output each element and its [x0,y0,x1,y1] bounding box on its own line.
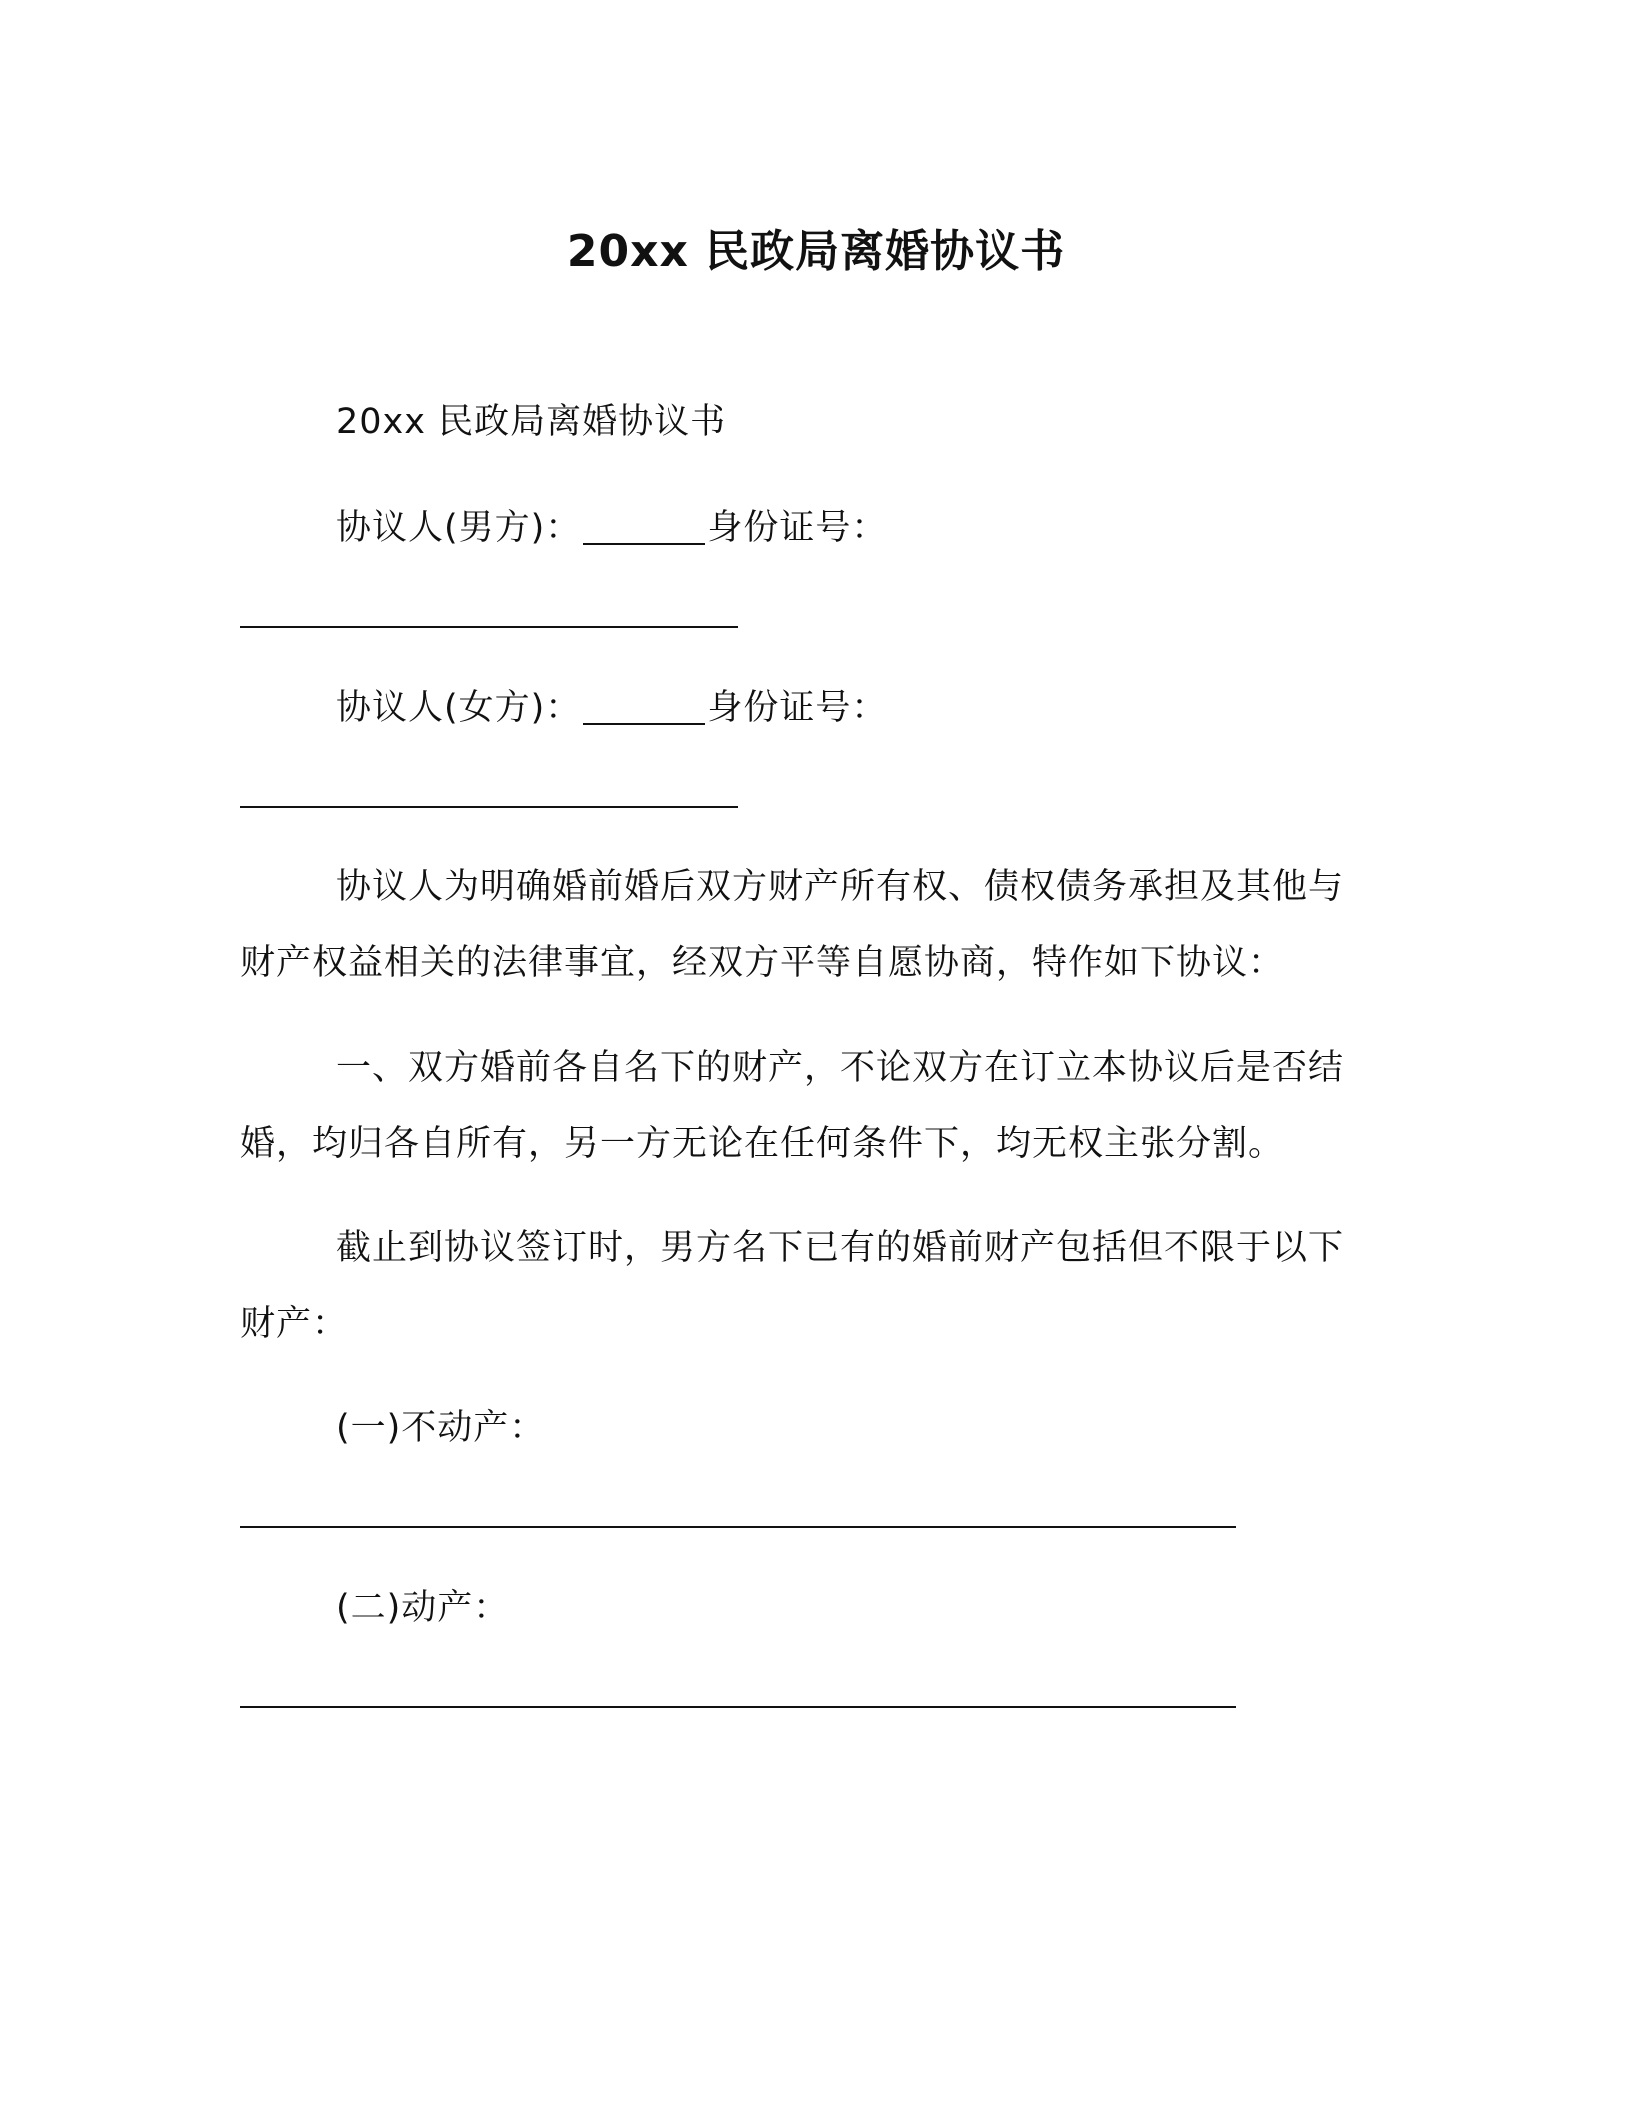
party-male-id-blank [240,626,738,628]
party-male-label: 协议人(男方)： [336,508,582,548]
party-female-line [336,683,887,733]
cutoff-line-2: 财产： [240,1304,349,1344]
intro-line-2: 财产权益相关的法律事宜，经双方平等自愿协商，特作如下协议： [240,943,1285,983]
clause1-line-2: 婚，均归各自所有，另一方无论在任何条件下，均无权主张分割。 [240,1124,1285,1164]
party-male-id-label: 身份证号： [707,508,888,548]
clause1-line-1: 一、双方婚前各自名下的财产，不论双方在订立本协议后是否结 [336,1048,1345,1088]
real-estate-blank [240,1526,1236,1528]
party-female-name-blank [583,723,705,725]
document-subtitle: 20xx 民政局离婚协议书 [336,402,727,442]
real-estate-label: (一)不动产： [336,1408,546,1448]
party-female-id-label: 身份证号： [707,688,888,728]
party-female-id-blank [240,806,738,808]
movable-label: (二)动产： [336,1588,510,1628]
document-title: 20xx 民政局离婚协议书 [566,226,1066,277]
movable-blank [240,1706,1236,1708]
intro-line-1: 协议人为明确婚前婚后双方财产所有权、债权债务承担及其他与 [336,867,1345,907]
party-male-name-blank [583,543,705,545]
party-female-label: 协议人(女方)： [336,688,582,728]
party-male-line [336,503,887,553]
cutoff-line-1: 截止到协议签订时，男方名下已有的婚前财产包括但不限于以下 [336,1228,1345,1268]
